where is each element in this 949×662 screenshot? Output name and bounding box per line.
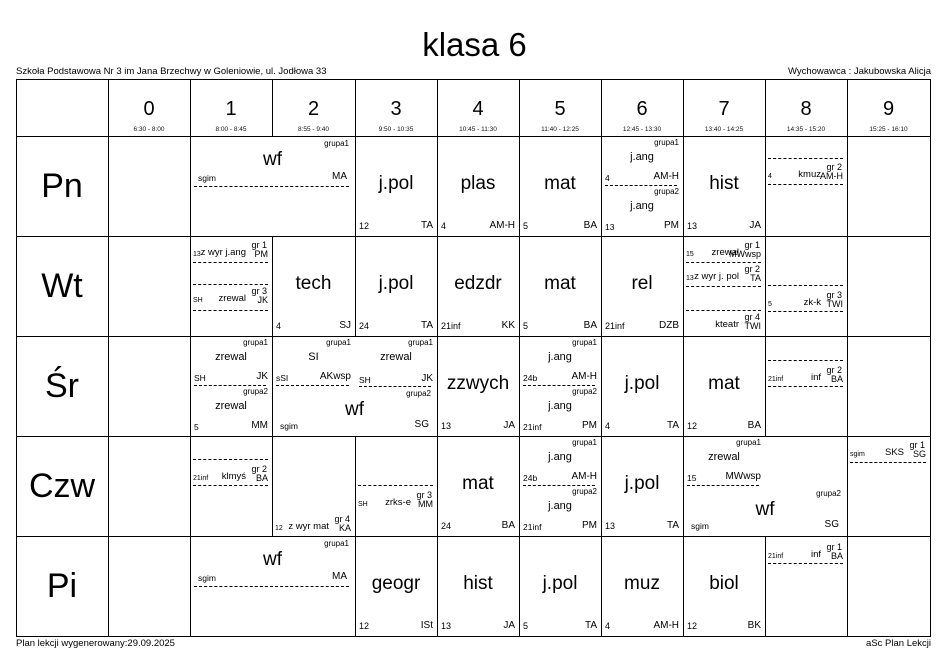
lesson-room: 15 [686,251,694,258]
lesson-block[interactable] [683,436,765,486]
lesson-room: 13 [193,251,201,258]
lesson-block[interactable] [190,336,272,386]
lesson-room: 24 [441,521,452,531]
lesson-block[interactable] [601,536,683,636]
lesson-subject: zrewal [708,451,740,463]
period-number: 1 [225,98,237,120]
period-time: 9:50 - 10:35 [378,126,414,133]
lesson-teacher: JK [256,371,268,382]
lesson-teacher: JA [503,620,515,631]
lesson-teacher: PM [582,520,597,531]
lesson-room: 12 [687,621,698,631]
lesson-subject: zrewal [215,400,247,412]
period-header [519,79,601,136]
lesson-block[interactable] [190,238,272,262]
period-header [437,79,519,136]
lesson-subject: j.ang [548,451,572,463]
lesson-room: 5 [523,321,529,331]
lesson-room: 4 [441,221,447,231]
col-divider [108,336,109,436]
class-teacher: Wychowawca : Jakubowska Alicja [787,66,931,77]
lesson-block[interactable] [355,484,437,512]
lesson-subject: wf [345,399,364,420]
lesson-subject: inf [810,371,821,383]
lesson-subject: biol [709,573,739,594]
lesson-room: 5 [194,421,199,432]
col-divider [847,336,848,436]
group-separator [193,284,268,285]
lesson-room: 13 [441,621,452,631]
period-number: 6 [636,98,648,120]
lesson-teacher: TA [420,320,433,331]
lesson-group: grupa2 [572,387,597,396]
group-separator [605,185,677,186]
lesson-teacher: BA [747,420,761,431]
lesson-group: grupa2 [243,387,268,396]
lesson-teacher: PM [582,420,597,431]
lesson-subject: geogr [371,573,421,594]
col-divider [355,79,356,136]
lesson-group: gr 1 [251,240,267,250]
lesson-room: 13 [605,221,615,232]
col-divider [683,79,684,136]
col-divider [108,436,109,536]
lesson-group: gr 1 [909,440,925,450]
day-header: Pi [46,566,78,605]
lesson-group: grupa1 [243,338,268,347]
school-name: Szkoła Podstawowa Nr 3 im Jana Brzechwy w Goleniowie, ul. Jodłowa 33 [16,66,327,77]
lesson-teacher: JA [749,220,761,231]
col-divider [765,136,766,236]
lesson-group: gr 1 [744,240,760,250]
lesson-teacher: MM [251,420,268,431]
lesson-teacher: AM-H [571,371,597,382]
lesson-group: gr 2 [826,365,842,375]
period-number: 9 [882,98,895,120]
lesson-room: 21inf [523,421,542,432]
lesson-subject: j.pol [378,173,414,194]
group-separator [686,262,761,263]
lesson-room: 5 [523,621,529,631]
lesson-room: 13 [605,521,616,531]
lesson-group: gr 3 [416,490,432,500]
lesson-group: gr 2 [251,464,267,474]
lesson-block[interactable] [519,385,601,435]
lesson-block[interactable] [272,386,437,436]
lesson-subject: j.ang [548,351,572,363]
lesson-subject: j.pol [542,573,578,594]
grid-border [930,79,931,637]
group-separator [523,385,595,386]
period-header [108,79,190,136]
period-header [601,79,683,136]
group-separator [686,286,761,287]
lesson-block[interactable] [190,136,355,188]
lesson-teacher: BA [501,520,515,531]
period-number: 3 [390,98,402,120]
lesson-teacher: AM-H [653,620,679,631]
lesson-room: SH [359,374,371,385]
lesson-teacher: AM-H [489,220,515,231]
lesson-room: SH [194,372,206,383]
lesson-block[interactable] [355,136,437,236]
lesson-teacher: TA [666,420,679,431]
period-time: 8:55 - 9:40 [297,126,330,133]
period-time: 11:40 - 12:25 [541,126,579,133]
lesson-teacher: JA [503,420,515,431]
lesson-room: 12 [687,421,698,431]
col-divider [847,236,848,336]
lesson-subject: zk-k [803,296,821,308]
lesson-block[interactable] [683,536,765,636]
lesson-group: grupa1 [408,338,433,347]
period-header [765,79,847,136]
period-header [272,79,355,136]
col-divider [190,79,191,136]
lesson-teacher: BA [830,551,843,561]
lesson-block[interactable] [190,536,355,588]
col-divider [108,536,109,636]
lesson-room: 21inf [193,475,209,482]
lesson-teacher: TA [750,273,761,283]
group-separator [686,310,761,311]
lesson-group: gr 3 [826,290,842,300]
lesson-room: 21inf [523,521,542,532]
lesson-subject: kteatr [715,318,739,330]
lesson-room: 13 [687,221,698,231]
lesson-subject: SI [308,351,319,363]
lesson-group: grupa1 [736,438,761,447]
period-number: 4 [472,98,484,120]
lesson-teacher: KA [338,523,351,533]
lesson-block[interactable] [519,236,601,336]
grid-border [16,79,17,637]
lesson-room: 12 [359,621,370,631]
lesson-room: SH [358,501,368,508]
lesson-room: 12 [359,221,370,231]
lesson-block[interactable] [272,508,355,536]
lesson-subject: wf [755,499,775,520]
lesson-block[interactable] [190,458,272,486]
software-credit: aSc Plan Lekcji [866,638,931,649]
lesson-teacher: KK [501,320,515,331]
lesson-subject: zzwych [446,373,510,394]
generated-date: Plan lekcji wygenerowany:29.09.2025 [16,638,175,649]
col-divider [601,79,602,136]
lesson-block[interactable] [601,185,683,235]
lesson-subject: zrewal [215,351,247,363]
group-separator [194,186,349,187]
day-header: Wt [41,266,83,305]
lesson-subject: edzdr [454,273,502,294]
lesson-room: 5 [768,301,772,308]
lesson-room: sSI [276,372,289,383]
group-separator [768,184,843,185]
group-separator [523,485,595,486]
lesson-block[interactable] [683,336,765,436]
group-separator [194,385,266,386]
lesson-subject: plas [460,173,496,194]
group-separator [359,386,431,387]
lesson-teacher: AKwsp [319,371,351,382]
lesson-group: gr 4 [334,514,350,524]
col-divider [108,79,109,136]
lesson-subject: j.pol [624,473,660,494]
lesson-room: 21inf [605,321,625,331]
lesson-teacher: JK [421,373,433,384]
period-number: 8 [800,98,812,120]
lesson-subject: j.pol [624,373,660,394]
lesson-subject: mat [544,173,576,194]
lesson-teacher: AM-H [571,471,597,482]
lesson-room: sgim [691,520,709,531]
lesson-group: gr 4 [744,312,760,322]
lesson-block[interactable] [519,136,601,236]
col-divider [437,79,438,136]
period-time: 6:30 - 8:00 [133,126,165,133]
period-number: 2 [307,98,320,120]
group-separator [194,586,349,587]
period-header [355,79,437,136]
lesson-subject: j.ang [548,400,572,412]
lesson-block[interactable] [437,136,519,236]
lesson-teacher: SG [912,449,926,459]
lesson-subject: hist [463,573,493,594]
col-divider [519,79,520,136]
lesson-teacher: BA [255,473,268,483]
lesson-block[interactable] [601,336,683,436]
lesson-subject: rel [631,273,653,294]
lesson-subject: klmyś [221,470,246,482]
lesson-teacher: BK [747,620,761,631]
lesson-teacher: JK [257,295,268,305]
lesson-group: grupa1 [324,139,349,148]
page-title: klasa 6 [422,26,527,63]
period-number: 0 [143,98,155,120]
lesson-room: 4 [605,172,610,183]
col-divider [847,79,848,136]
lesson-subject: wf [263,149,282,170]
lesson-subject: z wyr mat [288,520,329,532]
lesson-room: sgim [198,172,216,183]
lesson-subject: inf [810,548,821,560]
lesson-room: 4 [605,421,611,431]
lesson-block[interactable] [683,486,847,536]
lesson-room: 24b [523,372,538,383]
lesson-room: 13 [441,421,452,431]
lesson-subject: zrks-e [385,496,411,508]
lesson-subject: hist [709,173,739,194]
lesson-subject: z wyr j. pol [694,270,739,282]
lesson-group: gr 1 [826,542,842,552]
lesson-subject: mat [708,373,740,394]
lesson-room: SH [193,297,203,304]
lesson-teacher: MA [332,571,347,582]
lesson-group: gr 2 [744,264,760,274]
lesson-teacher: PM [254,249,268,259]
lesson-room: 21inf [768,376,784,383]
group-separator [850,462,926,463]
lesson-block[interactable] [519,536,601,636]
lesson-group: grupa2 [816,489,841,498]
lesson-room: sgim [198,572,216,583]
lesson-block[interactable] [765,359,847,387]
lesson-subject: muz [624,573,660,594]
lesson-room: 15 [687,472,697,483]
group-separator [193,262,268,263]
period-time: 13:40 - 14:25 [704,126,744,133]
period-time: 14:35 - 15:20 [786,126,826,133]
lesson-group: gr 2 [826,162,842,172]
lesson-block[interactable] [683,310,765,334]
lesson-teacher: MM [418,499,433,509]
lesson-teacher: TA [420,220,433,231]
lesson-group: grupa2 [406,389,431,398]
lesson-subject: SKS [884,446,904,458]
lesson-teacher: MA [332,171,347,182]
lesson-group: grupa1 [572,338,597,347]
lesson-teacher: DZB [659,320,679,331]
lesson-subject: wf [263,549,282,570]
col-divider [108,136,109,236]
lesson-block[interactable] [683,262,765,286]
lesson-group: grupa1 [654,138,679,147]
lesson-teacher: BA [583,320,597,331]
lesson-teacher: SG [414,419,429,430]
period-header [847,79,930,136]
lesson-subject: tech [295,273,332,294]
lesson-subject: kmuz [798,168,821,180]
lesson-block[interactable] [601,136,683,186]
lesson-room: 21inf [441,321,461,331]
period-number: 5 [554,98,566,120]
lesson-block[interactable] [519,436,601,486]
lesson-teacher: AM-H [820,171,843,181]
lesson-block[interactable] [355,336,437,388]
col-divider [190,436,191,536]
period-number: 7 [718,98,730,120]
col-divider [272,79,273,136]
lesson-teacher: BA [830,374,843,384]
lesson-block[interactable] [437,336,519,436]
lesson-block[interactable] [190,284,272,308]
lesson-teacher: ISt [420,620,433,631]
lesson-teacher: TA [584,620,597,631]
lesson-block[interactable] [683,136,765,236]
col-divider [847,136,848,236]
lesson-group: grupa1 [324,539,349,548]
col-divider [765,79,766,136]
col-divider [847,536,848,636]
lesson-room: sgim [280,420,298,431]
day-header: Czw [28,466,96,505]
lesson-block[interactable] [437,236,519,336]
lesson-room: 21inf [768,553,784,560]
lesson-block[interactable] [601,436,683,536]
lesson-group: grupa2 [654,187,679,196]
col-divider [108,236,109,336]
lesson-room: sgim [850,451,865,458]
lesson-room: 5 [523,221,529,231]
lesson-block[interactable] [519,336,601,386]
lesson-block[interactable] [272,336,355,386]
lesson-subject: j.ang [630,151,654,163]
lesson-teacher: MWwsp [729,249,761,259]
lesson-teacher: TWI [744,321,761,331]
lesson-room: 12 [275,525,283,532]
lesson-block[interactable] [765,284,847,312]
lesson-subject: z wyr j.ang [200,246,246,258]
grid-border [16,79,931,80]
lesson-block[interactable] [355,236,437,336]
period-time: 10:45 - 11:30 [459,126,497,133]
lesson-block[interactable] [272,236,355,336]
lesson-subject: zrewal [218,292,246,304]
grid-border [16,636,931,637]
lesson-subject: zrewal [380,351,412,363]
lesson-group: gr 3 [251,286,267,296]
day-header: Śr [45,366,79,405]
lesson-teacher: TWI [826,299,843,309]
lesson-room: 13 [686,275,694,282]
lesson-block[interactable] [519,485,601,535]
lesson-subject: mat [544,273,576,294]
lesson-room: 4 [276,321,282,331]
lesson-teacher: MWwsp [725,471,761,482]
lesson-teacher: SG [824,519,839,530]
period-time: 15:25 - 16:10 [869,126,908,133]
lesson-block[interactable] [847,438,930,462]
lesson-block[interactable] [601,236,683,336]
lesson-subject: j.pol [378,273,414,294]
period-header [683,79,765,136]
lesson-group: grupa1 [326,338,351,347]
lesson-group: grupa1 [572,438,597,447]
lesson-teacher: TA [666,520,679,531]
lesson-subject: j.ang [630,200,654,212]
timetable-grid [16,79,931,637]
lesson-room: 4 [768,173,772,180]
lesson-room: 24b [523,472,538,483]
period-header [190,79,272,136]
lesson-teacher: SJ [339,320,351,331]
lesson-block[interactable] [437,436,519,536]
lesson-block[interactable] [683,238,765,262]
lesson-block[interactable] [190,385,272,435]
period-time: 12:45 - 13:30 [622,126,662,133]
lesson-block[interactable] [437,536,519,636]
lesson-block[interactable] [765,538,847,564]
lesson-teacher: AM-H [653,171,679,182]
lesson-teacher: BA [583,220,597,231]
group-separator [193,310,268,311]
day-header: Pn [41,166,83,205]
lesson-subject: j.ang [548,500,572,512]
lesson-subject: mat [462,473,494,494]
lesson-subject: zrewal [711,246,739,258]
lesson-room: 4 [605,621,611,631]
lesson-block[interactable] [355,536,437,636]
period-time: 8:00 - 8:45 [215,126,247,133]
lesson-room: 24 [359,321,370,331]
lesson-block[interactable] [765,156,847,184]
lesson-group: grupa2 [572,487,597,496]
lesson-teacher: PM [664,220,679,231]
